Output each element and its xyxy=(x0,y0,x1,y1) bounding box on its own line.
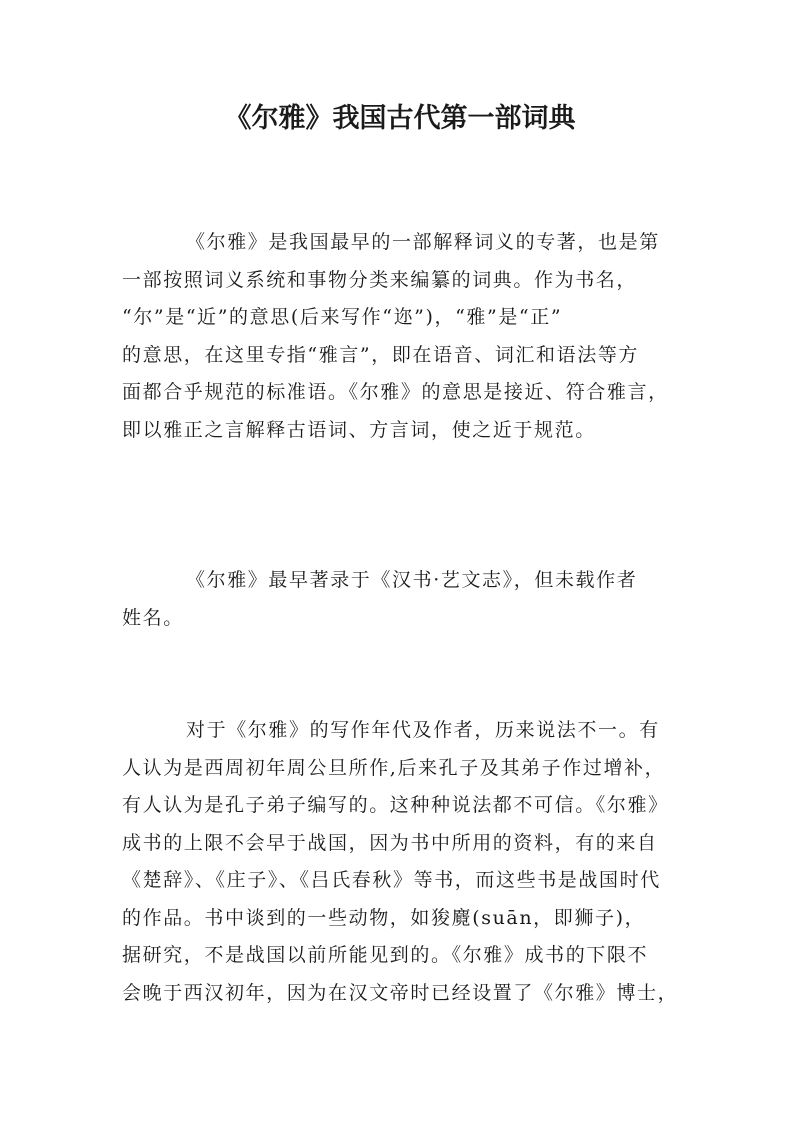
paragraph-line: 一部按照词义系统和事物分类来编纂的词典。作为书名， xyxy=(122,268,638,291)
paragraph-line: 《楚辞》、《庄子》、《吕氏春秋》等书，而这些书是战国时代 xyxy=(122,869,661,891)
paragraph-line: 的作品。书中谈到的一些动物，如狻麑(suān，即狮子)， xyxy=(122,906,646,929)
paragraph-line: 面都合乎规范的标准语。《尔雅》的意思是接近、符合雅言， xyxy=(122,381,669,403)
document-title: 《尔雅》我国古代第一部词典 xyxy=(224,103,576,134)
paragraph-line: 人认为是西周初年周公旦所作,后来孔子及其弟子作过增补， xyxy=(122,756,666,779)
paragraph-line: 有人认为是孔子弟子编写的。这种种说法都不可信。《尔雅》 xyxy=(122,794,669,816)
paragraph-line: 对于《尔雅》的写作年代及作者，历来说法不一。有 xyxy=(186,719,660,741)
paragraph-line: 成书的上限不会早于战国，因为书中所用的资料，有的来自 xyxy=(122,831,658,854)
paragraph-record xyxy=(122,562,682,637)
paragraph-line: 会晚于西汉初年，因为在汉文帝时已经设置了《尔雅》博士， xyxy=(122,981,679,1004)
paragraph-line: 据研究，不是战国以前所能见到的。《尔雅》成书的下限不 xyxy=(122,944,649,966)
paragraph-definition xyxy=(122,224,682,449)
paragraph-line: 的意思，在这里专指“雅言”，即在语音、词汇和语法等方 xyxy=(122,343,640,366)
paragraph-line: 《尔雅》是我国最早的一部解释词义的专著，也是第 xyxy=(186,231,660,253)
paragraph-authorship xyxy=(122,712,682,1012)
paragraph-line: 姓名。 xyxy=(122,606,184,629)
paragraph-line: 《尔雅》最早著录于《汉书·艺文志》，但未载作者 xyxy=(186,569,638,591)
paragraph-line: 即以雅正之言解释古语词、方言词，使之近于规范。 xyxy=(122,418,596,441)
paragraph-line: “尔”是“近”的意思(后来写作“迩”)，“雅”是“正” xyxy=(122,306,563,328)
